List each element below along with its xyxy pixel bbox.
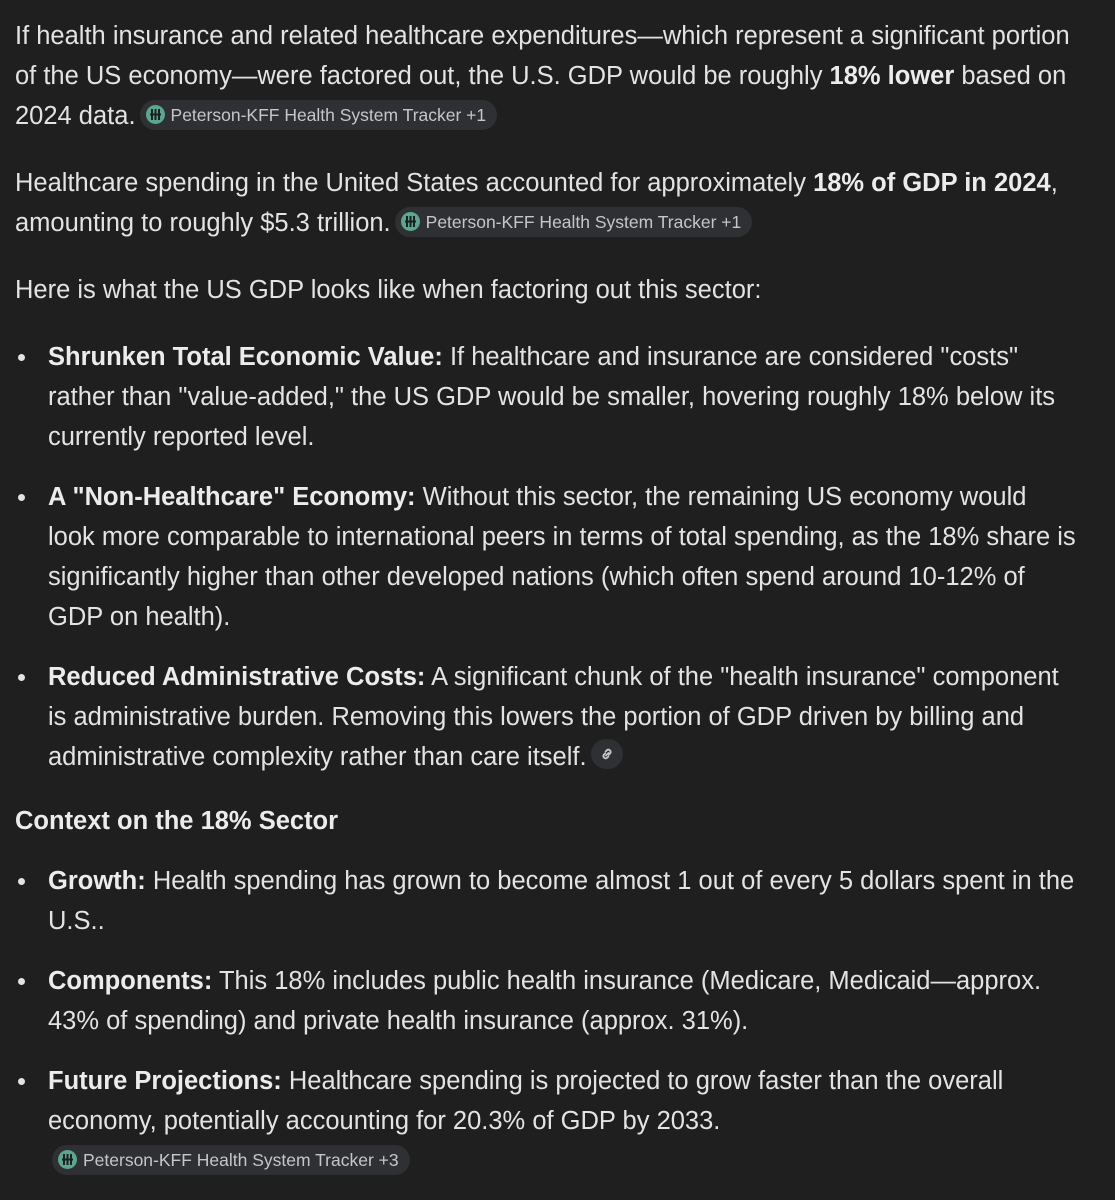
- list-item-text: Healthcare spending is projected to grow faster than the overall economy, potentially accounting for 20.3% of GDP by 2033.: [48, 1067, 1004, 1135]
- factors-list: [15, 337, 1079, 777]
- source-chip-label: Peterson-KFF Health System Tracker +1: [170, 104, 487, 125]
- source-chip-label: Peterson-KFF Health System Tracker +1: [425, 211, 742, 232]
- tracker-logo-icon: [146, 105, 165, 124]
- spending-bold: 18% of GDP in 2024: [813, 169, 1051, 197]
- intro-bold: 18% lower: [829, 62, 955, 90]
- list-item-title: Components:: [48, 967, 213, 995]
- source-chip[interactable]: [140, 100, 498, 130]
- link-button[interactable]: [591, 739, 623, 769]
- tracker-logo-icon: [58, 1150, 77, 1169]
- list-item-text: Without this sector, the remaining US economy would look more comparable to international peers in terms of total spending, as the 18% share is significantly higher than other developed nations (which often spend around 10-12% of GDP on health).: [48, 483, 1076, 631]
- list-item-title: Future Projections:: [48, 1067, 282, 1095]
- source-chip-label: Peterson-KFF Health System Tracker +3: [83, 1149, 399, 1170]
- context-list: [15, 861, 1079, 1181]
- list-item-title: A "Non-Healthcare" Economy:: [48, 483, 416, 511]
- source-chip[interactable]: [52, 1145, 410, 1175]
- list-item: [15, 961, 1079, 1041]
- list-item-title: Shrunken Total Economic Value:: [48, 343, 443, 371]
- intro-text-b: based on 2024 data.: [15, 62, 1067, 130]
- list-item: [15, 657, 1079, 777]
- list-item-text: This 18% includes public health insurance (Medicare, Medicaid—approx. 43% of spending) and private health insurance (approx. 31%).: [48, 967, 1042, 1035]
- link-icon: [599, 746, 615, 762]
- source-chip[interactable]: [395, 207, 753, 237]
- list-item-title: Growth:: [48, 867, 146, 895]
- paragraph-spending: [15, 163, 1079, 243]
- list-item-text: Health spending has grown to become almost 1 out of every 5 dollars spent in the U.S..: [48, 867, 1075, 935]
- list-item-text: If healthcare and insurance are considered "costs" rather than "value-added," the US GDP would be smaller, hovering roughly 18% below its currently reported level.: [48, 343, 1056, 451]
- list-item: [15, 861, 1079, 941]
- paragraph-intro: [15, 16, 1079, 136]
- list-item-text: A significant chunk of the "health insurance" component is administrative burden. Removing this lowers the portion of GDP driven by billing and administrative complexity rather than care itself.: [48, 663, 1059, 771]
- list-item-title: Reduced Administrative Costs:: [48, 663, 426, 691]
- spending-text-b: , amounting to roughly $5.3 trillion.: [15, 169, 1058, 237]
- list-item: [15, 337, 1079, 457]
- paragraph-lead-in: Here is what the US GDP looks like when factoring out this sector:: [15, 276, 762, 304]
- list-item: [15, 477, 1079, 637]
- tracker-logo-icon: [401, 212, 420, 231]
- intro-text-a: If health insurance and related healthcare expenditures—which represent a significant portion of the US economy—were factored out, the U.S. GDP would be roughly: [15, 22, 1070, 90]
- list-item: [15, 1061, 1079, 1181]
- spending-text-a: Healthcare spending in the United States accounted for approximately: [15, 169, 814, 197]
- section-heading: Context on the 18% Sector: [15, 807, 339, 835]
